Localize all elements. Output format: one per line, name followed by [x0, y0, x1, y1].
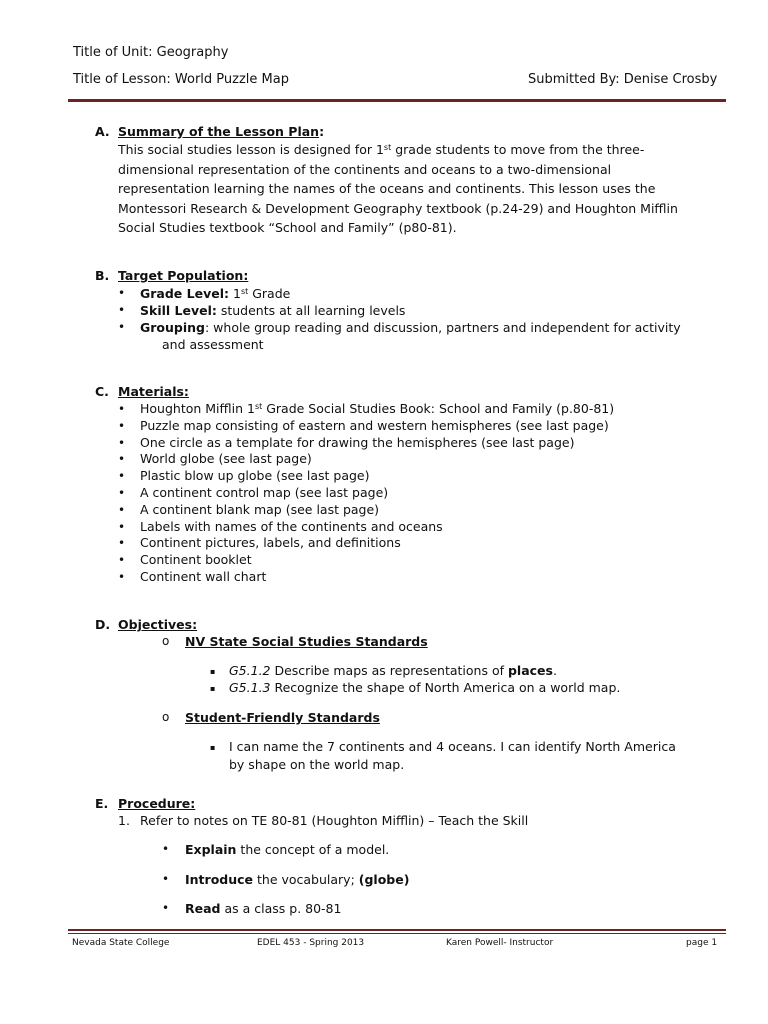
list-item — [118, 535, 614, 552]
procedure-text: as a class p. 80-81 — [220, 901, 342, 916]
procedure-read — [185, 901, 341, 916]
bullet-icon: • — [118, 402, 126, 416]
bullet-icon: • — [118, 569, 126, 584]
procedure-text: the concept of a model. — [236, 842, 390, 857]
bullet-icon: • — [162, 872, 170, 886]
step-1-number: 1. — [118, 813, 130, 828]
procedure-bold-2: (globe) — [358, 872, 410, 887]
item-label: Grouping — [140, 320, 205, 335]
standard-end: . — [552, 663, 557, 678]
summary-line-3: representation learning the names of the oceans and continents. This lesson uses the — [118, 181, 656, 196]
step-1-text: Refer to notes on TE 80-81 (Houghton Mifflin) – Teach the Skill — [140, 813, 529, 828]
list-item — [118, 418, 614, 435]
section-c-letter: C. — [95, 384, 109, 399]
section-a-letter: A. — [95, 124, 110, 139]
bullet-icon: • — [118, 435, 126, 450]
material-text: Houghton Mifflin 1 — [140, 401, 255, 416]
square-bullet-icon: ▪ — [210, 684, 216, 693]
footer-page: page 1 — [686, 938, 718, 948]
section-b-title: Target Population: — [118, 268, 249, 283]
summary-line-2: dimensional representation of the continents and oceans to a two-dimensional — [118, 161, 612, 177]
section-a-heading — [118, 124, 324, 139]
list-item — [118, 569, 614, 586]
student-standard-line-1: I can name the 7 continents and 4 oceans. I can identify North America — [229, 739, 676, 754]
summary-line-1-b: grade students to move from the three- — [391, 142, 645, 157]
list-item — [118, 435, 614, 452]
summary-line-5: Social Studies textbook “School and Family” (p80-81). — [118, 220, 457, 235]
item-label: Skill Level: — [140, 303, 217, 318]
material-text: Plastic blow up globe (see last page) — [140, 468, 370, 484]
material-text: Puzzle map consisting of eastern and western hemispheres (see last page) — [140, 417, 609, 433]
circle-bullet-icon: o — [162, 634, 170, 648]
student-standards-title: Student-Friendly Standards — [185, 710, 380, 725]
procedure-explain — [185, 842, 389, 857]
section-d-title: Objectives: — [118, 617, 198, 632]
list-item — [118, 485, 614, 502]
lesson-title: Title of Lesson: World Puzzle Map — [73, 72, 289, 87]
item-sup: st — [240, 287, 249, 296]
square-bullet-icon: ▪ — [210, 743, 216, 752]
summary-line-1 — [118, 140, 728, 160]
header-rule — [68, 99, 726, 102]
unit-title: Title of Unit: Geography — [73, 45, 229, 60]
procedure-bold: Introduce — [185, 872, 254, 887]
section-e-title: Procedure: — [118, 796, 196, 811]
section-a-title: Summary of the Lesson Plan — [118, 124, 320, 139]
materials-list — [118, 401, 614, 586]
item-text: students at all learning levels — [216, 303, 406, 318]
item-text: : whole group reading and discussion, partners and independent for activity — [205, 320, 681, 335]
bullet-icon: • — [118, 286, 126, 300]
section-c-title: Materials: — [118, 384, 189, 399]
material-text: World globe (see last page) — [140, 451, 312, 467]
bullet-icon: • — [118, 502, 126, 517]
footer-rule-thin — [68, 933, 726, 934]
bullet-icon: • — [118, 519, 126, 534]
grouping-continued: and assessment — [162, 337, 264, 352]
list-item — [118, 519, 614, 536]
square-bullet-icon: ▪ — [210, 667, 216, 676]
material-text: A continent control map (see last page) — [140, 484, 389, 500]
student-standard-line-2: by shape on the world map. — [229, 757, 405, 772]
material-text: Continent booklet — [140, 552, 252, 568]
material-text-end: Grade Social Studies Book: School and Family (p.80-81) — [262, 401, 615, 416]
bullet-icon: • — [162, 901, 170, 915]
footer-college: Nevada State College — [72, 938, 170, 948]
material-text: A continent blank map (see last page) — [140, 501, 380, 517]
list-item — [118, 451, 614, 468]
standard-g512 — [229, 663, 557, 678]
section-a-colon: : — [319, 124, 325, 139]
footer-instructor: Karen Powell- Instructor — [446, 938, 554, 948]
material-text: Continent wall chart — [140, 568, 267, 584]
item-text-end: Grade — [248, 286, 291, 301]
bullet-icon: • — [118, 418, 126, 433]
list-item — [118, 468, 614, 485]
circle-bullet-icon: o — [162, 710, 170, 724]
item-text: 1 — [229, 286, 241, 301]
standard-text: Describe maps as representations of — [270, 663, 508, 678]
bullet-icon: • — [118, 320, 126, 334]
list-item — [118, 285, 681, 302]
summary-line-4: Montessori Research & Development Geography textbook (p.24-29) and Houghton Mifflin — [118, 200, 678, 216]
list-item — [118, 302, 681, 319]
bullet-icon: • — [118, 452, 126, 467]
standard-g513 — [229, 680, 620, 695]
summary-line-1-sup: st — [383, 143, 392, 152]
material-text: Labels with names of the continents and oceans — [140, 518, 443, 534]
bullet-icon: • — [118, 303, 126, 317]
summary-line-1-a: This social studies lesson is designed for 1 — [118, 142, 384, 157]
section-d-letter: D. — [95, 617, 111, 632]
list-item — [118, 401, 614, 418]
submitted-by: Submitted By: Denise Crosby — [528, 72, 718, 87]
target-population-list — [118, 285, 681, 336]
standard-code: G5.1.3 — [229, 680, 271, 695]
material-text: One circle as a template for drawing the hemispheres (see last page) — [140, 434, 575, 450]
procedure-introduce — [185, 872, 409, 887]
material-sup: st — [254, 402, 263, 411]
list-item — [118, 552, 614, 569]
procedure-bold: Read — [185, 901, 221, 916]
bullet-icon: • — [118, 553, 126, 568]
procedure-bold: Explain — [185, 842, 237, 857]
section-a-summary — [118, 140, 728, 238]
bullet-icon: • — [162, 842, 170, 856]
nv-standards-title: NV State Social Studies Standards — [185, 634, 428, 649]
footer-rule — [68, 929, 726, 931]
standard-code: G5.1.2 — [229, 663, 271, 678]
standard-text: Recognize the shape of North America on a world map. — [270, 680, 621, 695]
standard-bold: places — [507, 663, 553, 678]
list-item — [118, 319, 681, 336]
procedure-text: the vocabulary; — [253, 872, 359, 887]
bullet-icon: • — [118, 536, 126, 551]
section-e-letter: E. — [95, 796, 109, 811]
list-item — [118, 502, 614, 519]
bullet-icon: • — [118, 485, 126, 500]
footer-course: EDEL 453 - Spring 2013 — [257, 938, 365, 948]
material-text: Continent pictures, labels, and definitions — [140, 535, 401, 551]
item-label: Grade Level: — [140, 286, 229, 301]
section-b-letter: B. — [95, 268, 110, 283]
bullet-icon: • — [118, 469, 126, 484]
